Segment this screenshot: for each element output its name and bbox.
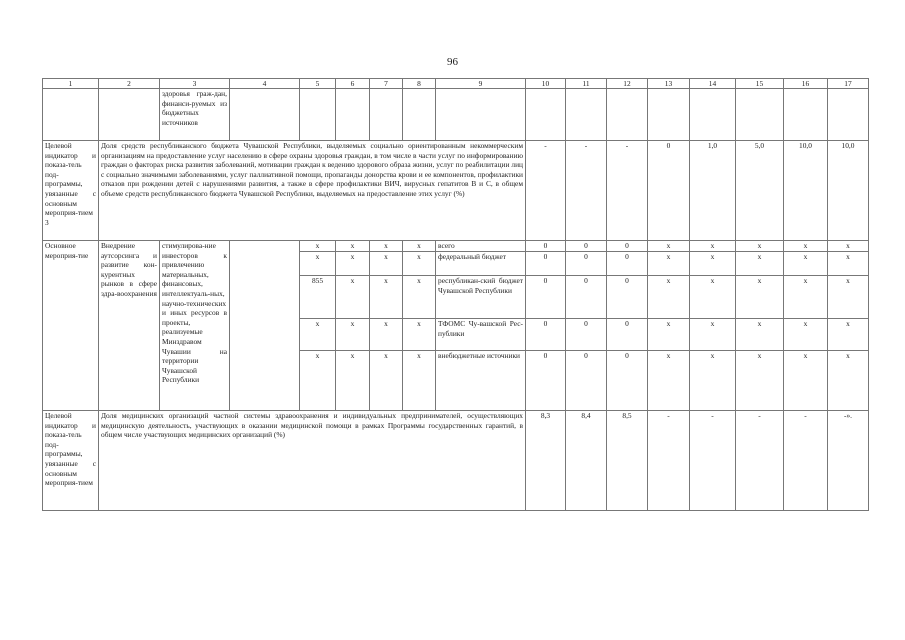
indicator-text: Доля средств республиканского бюджета Чувашской Республики, выделяемых социально ориентированным некоммерческим организациям на предоставление услуг населению в сфере охраны здоровья граждан, в том числе в части услуг по информированию граждан о факторах риска развития заболеваний, мотивации граждан к ведению здорового образа жизни, услуг по реабилитации лиц с социально значимыми заболеваниями, услуг паллиативной помощи, пропаганды донорства крови и ее компонентов, профилактики отказов при рождении детей с нарушениями развития, а также в сфере профилактики ВИЧ, вирусных гепатитов В и С, в общем объеме средств республиканского бюджета Чувашской Республики, выделяемых на предоставление этих услуг (%)	[99, 141, 526, 241]
code-cell: x	[336, 276, 370, 319]
col-header: 9	[436, 79, 526, 89]
funding-value: x	[690, 252, 736, 276]
funding-value: x	[736, 276, 784, 319]
continuation-row	[43, 89, 869, 141]
code-cell: x	[403, 351, 436, 411]
code-cell: x	[336, 252, 370, 276]
col-header: 16	[784, 79, 828, 89]
col-header: 2	[99, 79, 160, 89]
funding-value: 0	[526, 252, 566, 276]
code-cell: x	[403, 276, 436, 319]
funding-value: x	[828, 276, 869, 319]
indicator-label: Целевой индикатор и показа-тель под-программы, увязанные с основным мероприя-тием 3	[43, 141, 99, 241]
indicator-value: 8,3	[526, 411, 566, 511]
indicator-value: 1,0	[690, 141, 736, 241]
col-header: 5	[300, 79, 336, 89]
funding-value: x	[784, 319, 828, 351]
continued-cell-text: здоровья граж-дан, финанси-руемых из бюджетных источников	[160, 89, 230, 141]
funding-value: x	[784, 241, 828, 252]
col-header: 3	[160, 79, 230, 89]
code-cell: x	[403, 252, 436, 276]
funding-value: 0	[566, 252, 607, 276]
indicator-value: -	[648, 411, 690, 511]
code-cell: x	[403, 241, 436, 252]
col-header: 10	[526, 79, 566, 89]
funding-value: x	[736, 241, 784, 252]
funding-source: ТФОМС Чу-вашской Рес-публики	[436, 319, 526, 351]
funding-value: x	[828, 351, 869, 411]
code-cell: x	[370, 351, 403, 411]
funding-value: x	[784, 276, 828, 319]
funding-value: x	[648, 319, 690, 351]
event-description: стимулирова-ние инвесторов к привлечению материальных, финансовых, интеллектуаль-ных, научно-технических и иных ресурсов в проекты, реализуемые Минздравом Чувашии на территории Чувашской Республики	[160, 241, 230, 411]
code-cell: 855	[300, 276, 336, 319]
col-header: 4	[230, 79, 300, 89]
funding-value: 0	[526, 319, 566, 351]
funding-value: x	[648, 252, 690, 276]
code-cell: x	[336, 351, 370, 411]
code-cell: x	[370, 241, 403, 252]
funding-value: 0	[566, 241, 607, 252]
funding-value: 0	[607, 241, 648, 252]
code-cell: x	[300, 252, 336, 276]
funding-value: x	[736, 252, 784, 276]
code-cell: x	[336, 241, 370, 252]
code-cell: x	[336, 319, 370, 351]
code-cell: x	[370, 276, 403, 319]
funding-value: x	[648, 276, 690, 319]
funding-source: республикан-ский бюджет Чувашской Республики	[436, 276, 526, 319]
funding-value: x	[648, 241, 690, 252]
indicator-value: -	[526, 141, 566, 241]
indicator-value: -	[607, 141, 648, 241]
event-name: Внедрение аутсорсинга и развитие кон-курентных рынков в сфере здра-воохранения	[99, 241, 160, 411]
col-header: 17	[828, 79, 869, 89]
indicator-value: -».	[828, 411, 869, 511]
code-cell: x	[370, 319, 403, 351]
funding-value: x	[736, 351, 784, 411]
funding-source: всего	[436, 241, 526, 252]
col-header: 15	[736, 79, 784, 89]
indicator-value: -	[784, 411, 828, 511]
funding-value: 0	[526, 241, 566, 252]
funding-value: 0	[607, 319, 648, 351]
col-header: 12	[607, 79, 648, 89]
funding-value: x	[828, 241, 869, 252]
indicator-value: 10,0	[784, 141, 828, 241]
funding-row	[43, 241, 869, 252]
col-header: 7	[370, 79, 403, 89]
col-header: 13	[648, 79, 690, 89]
funding-value: 0	[607, 276, 648, 319]
event-label: Основное мероприя-тие	[43, 241, 99, 411]
indicator-value: 0	[648, 141, 690, 241]
code-cell: x	[300, 241, 336, 252]
indicator-value: 10,0	[828, 141, 869, 241]
funding-value: x	[690, 241, 736, 252]
funding-value: x	[690, 276, 736, 319]
funding-value: 0	[566, 319, 607, 351]
indicator-value: -	[566, 141, 607, 241]
col-header: 1	[43, 79, 99, 89]
funding-value: 0	[607, 252, 648, 276]
code-cell: x	[300, 351, 336, 411]
column-number-row	[43, 79, 869, 89]
funding-value: x	[690, 319, 736, 351]
indicator-value: 8,5	[607, 411, 648, 511]
program-table	[42, 78, 869, 511]
indicator-row	[43, 411, 869, 511]
funding-source: внебюджетные источники	[436, 351, 526, 411]
funding-value: 0	[607, 351, 648, 411]
col-header: 11	[566, 79, 607, 89]
code-cell: x	[370, 252, 403, 276]
page-number: 96	[447, 56, 458, 68]
col-header: 14	[690, 79, 736, 89]
indicator-text: Доля медицинских организаций частной системы здравоохранения и индивидуальных предпринимателей, осуществляющих медицинскую деятельность, участвующих в оказании медицинской помощи в рамках Программы государственных гарантий, в общем числе участвующих медицинских организаций (%)	[99, 411, 526, 511]
funding-value: x	[648, 351, 690, 411]
funding-value: x	[736, 319, 784, 351]
funding-value: x	[784, 351, 828, 411]
indicator-value: -	[736, 411, 784, 511]
code-cell: x	[300, 319, 336, 351]
funding-value: x	[828, 319, 869, 351]
indicator-row	[43, 141, 869, 241]
col-header: 8	[403, 79, 436, 89]
funding-source: федеральный бюджет	[436, 252, 526, 276]
funding-value: 0	[526, 351, 566, 411]
funding-value: x	[828, 252, 869, 276]
indicator-value: 5,0	[736, 141, 784, 241]
col-header: 6	[336, 79, 370, 89]
funding-value: x	[784, 252, 828, 276]
indicator-label: Целевой индикатор и показа-тель под-программы, увязанные с основным мероприя-тием	[43, 411, 99, 511]
indicator-value: -	[690, 411, 736, 511]
funding-value: x	[690, 351, 736, 411]
code-cell: x	[403, 319, 436, 351]
empty-cell	[230, 241, 300, 411]
funding-value: 0	[566, 276, 607, 319]
funding-value: 0	[566, 351, 607, 411]
indicator-value: 8,4	[566, 411, 607, 511]
funding-value: 0	[526, 276, 566, 319]
